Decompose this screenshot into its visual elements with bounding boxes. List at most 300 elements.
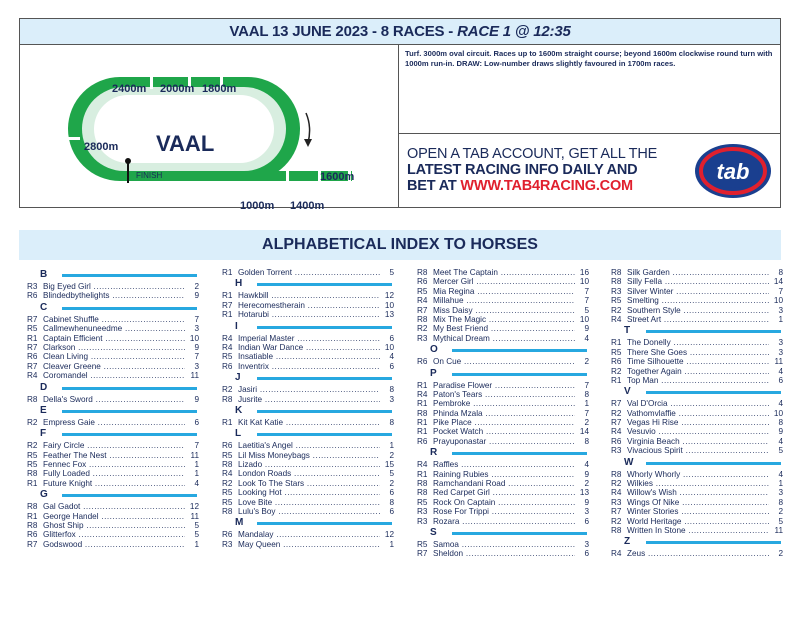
entry-horse-name: Blindedbythelights ..... (43, 291, 193, 300)
entry-horse-name: Winter Stories ..... (627, 507, 777, 516)
entry-horse-number: 12 (380, 291, 394, 300)
horse-entry (27, 521, 203, 530)
entry-horse-number: 12 (380, 530, 394, 539)
section-divider (257, 522, 392, 525)
entry-horse-number: 5 (380, 268, 394, 277)
entry-race: R1 (222, 291, 233, 301)
race-title (20, 19, 780, 45)
horse-entry (611, 306, 787, 315)
horse-entry (611, 367, 787, 376)
ad-line-2: LATEST RACING INFO DAILY AND (407, 162, 638, 178)
entry-horse-number: 3 (575, 540, 589, 549)
horse-entry (611, 268, 787, 277)
entry-race: R3 (611, 497, 622, 507)
entry-race: R8 (417, 408, 428, 418)
index-section (222, 320, 398, 372)
entry-horse-number: 2 (575, 418, 589, 427)
tab-logo (693, 142, 773, 200)
section-header (222, 427, 398, 441)
entry-horse-number: 8 (380, 498, 394, 507)
horse-entry (611, 376, 787, 385)
horse-entry (417, 390, 593, 399)
section-divider (257, 377, 392, 380)
entry-race: R8 (611, 525, 622, 535)
horse-entry (222, 451, 398, 460)
entry-race: R5 (222, 488, 233, 498)
marker-2400: 2400m (112, 83, 147, 95)
entry-race: R3 (611, 286, 622, 296)
entry-horse-number: 1 (575, 399, 589, 408)
entry-horse-number: 4 (575, 334, 589, 343)
entry-horse-name: Wings Of Nike ..... (627, 498, 777, 507)
entry-horse-number: 11 (769, 357, 783, 366)
marker-2800: 2800m (84, 141, 119, 153)
entry-race: R2 (611, 408, 622, 418)
entry-horse-name: Zeus ..... (627, 549, 777, 558)
horse-entry (222, 395, 398, 404)
entry-horse-number: 2 (185, 282, 199, 291)
entry-horse-number: 2 (575, 357, 589, 366)
horse-entry (222, 352, 398, 361)
entry-horse-name: Meet The Captain ..... (433, 268, 583, 277)
index-section (27, 404, 203, 427)
horse-entry (611, 287, 787, 296)
horse-entry (27, 469, 203, 478)
section-letter: P (430, 367, 437, 379)
entry-race: R5 (27, 324, 38, 334)
entry-horse-name: Clean Living ..... (43, 352, 193, 361)
entry-race: R4 (611, 549, 622, 559)
horse-entry (611, 418, 787, 427)
section-letter: S (430, 526, 437, 538)
title-main: VAAL 13 JUNE 2023 - 8 RACES - (229, 23, 458, 40)
horse-entry (417, 287, 593, 296)
entry-horse-number: 9 (185, 343, 199, 352)
ad-line-3-prefix: BET AT (407, 178, 461, 194)
marker-1600: 1600m (320, 171, 355, 183)
race-header (19, 18, 781, 212)
horse-entry (417, 334, 593, 343)
section-letter: L (235, 428, 242, 440)
entry-horse-number: 5 (185, 530, 199, 539)
entry-horse-number: 3 (575, 507, 589, 516)
entry-horse-number: 13 (380, 310, 394, 319)
entry-race: R5 (611, 347, 622, 357)
entry-horse-name: Pike Place ..... (433, 418, 583, 427)
horse-entry (222, 418, 398, 427)
index-column-3 (417, 268, 593, 559)
track-diagram (20, 45, 399, 208)
section-divider (646, 462, 781, 465)
horse-entry (611, 526, 787, 535)
section-divider (257, 326, 392, 329)
entry-horse-number: 2 (575, 479, 589, 488)
entry-race: R4 (222, 469, 233, 479)
finish-label: FINISH (136, 171, 163, 180)
entry-horse-number: 5 (575, 306, 589, 315)
entry-race: R8 (611, 268, 622, 277)
entry-race: R7 (27, 314, 38, 324)
entry-horse-number: 9 (575, 498, 589, 507)
horse-entry (222, 460, 398, 469)
section-divider (257, 410, 392, 413)
entry-horse-number: 11 (769, 526, 783, 535)
horse-entry (611, 315, 787, 324)
entry-horse-number: 5 (769, 517, 783, 526)
entry-race: R4 (222, 342, 233, 352)
entry-horse-number: 1 (380, 441, 394, 450)
entry-horse-name: Miss Daisy ..... (433, 306, 583, 315)
horse-entry (27, 352, 203, 361)
entry-horse-name: Look To The Stars ..... (238, 479, 388, 488)
index-section (417, 367, 593, 447)
entry-horse-name: Raining Rubies ..... (433, 470, 583, 479)
entry-race: R7 (27, 539, 38, 549)
entry-horse-number: 5 (185, 521, 199, 530)
entry-horse-number: 4 (769, 437, 783, 446)
entry-race: R2 (222, 478, 233, 488)
entry-horse-name: Kit Kat Katie ..... (238, 418, 388, 427)
horse-entry (222, 441, 398, 450)
title-race: RACE 1 @ 12:35 (457, 23, 571, 40)
section-header (27, 404, 203, 418)
horse-entry (611, 437, 787, 446)
section-letter: G (40, 489, 48, 501)
tab-advert (399, 133, 781, 208)
entry-race: R8 (27, 469, 38, 479)
section-header (27, 268, 203, 282)
section-letter: W (624, 456, 634, 468)
entry-horse-name: Clarkson ..... (43, 343, 193, 352)
entry-horse-number: 11 (185, 371, 199, 380)
entry-horse-name: Mandalay ..... (238, 530, 388, 539)
entry-horse-name: Sheldon ..... (433, 549, 583, 558)
horse-entry (417, 409, 593, 418)
horse-entry (222, 530, 398, 539)
entry-horse-number: 1 (185, 469, 199, 478)
entry-horse-number: 6 (575, 517, 589, 526)
entry-horse-number: 9 (769, 427, 783, 436)
horse-entry (611, 409, 787, 418)
index-section (27, 427, 203, 488)
entry-horse-number: 6 (769, 376, 783, 385)
horse-entry (417, 460, 593, 469)
entry-horse-name: Golden Torrent ..... (238, 268, 388, 277)
section-header (27, 488, 203, 502)
entry-horse-name: Street Art ..... (627, 315, 777, 324)
section-letter: B (40, 269, 48, 280)
entry-horse-name: Rose For Trippi ..... (433, 507, 583, 516)
entry-race: R7 (611, 418, 622, 428)
entry-horse-name: Silly Fella ..... (627, 277, 777, 286)
entry-horse-name: World Heritage ..... (627, 517, 777, 526)
horse-entry (417, 470, 593, 479)
entry-race: R5 (417, 497, 428, 507)
entry-horse-number: 2 (769, 507, 783, 516)
section-letter: M (235, 517, 244, 529)
entry-horse-name: Whorly Whorly ..... (627, 470, 777, 479)
index-section (27, 488, 203, 549)
horse-entry (611, 338, 787, 347)
horse-entry (222, 540, 398, 549)
entry-horse-number: 8 (575, 390, 589, 399)
horse-entry (611, 357, 787, 366)
section-header (611, 535, 787, 549)
horse-entry (27, 291, 203, 300)
entry-race: R1 (417, 469, 428, 479)
horse-entry (27, 512, 203, 521)
entry-horse-number: 14 (575, 427, 589, 436)
entry-horse-name: There She Goes ..... (627, 348, 777, 357)
entry-horse-name: Callmewhenuneedme ..... (43, 324, 193, 333)
section-divider (257, 283, 392, 286)
index-section (222, 277, 398, 319)
horse-entry (222, 310, 398, 319)
entry-horse-name: Written In Stone ..... (627, 526, 777, 535)
entry-horse-name: Samoa ..... (433, 540, 583, 549)
section-header (222, 404, 398, 418)
horse-entry (417, 437, 593, 446)
entry-horse-name: Lizado ..... (238, 460, 388, 469)
entry-horse-number: 10 (575, 315, 589, 324)
entry-horse-number: 8 (575, 437, 589, 446)
entry-horse-name: The Donelly ..... (627, 338, 777, 347)
index-section (27, 381, 203, 404)
entry-horse-name: Ramchandani Road ..... (433, 479, 583, 488)
section-divider (62, 307, 197, 310)
horse-entry (27, 324, 203, 333)
entry-horse-number: 1 (380, 540, 394, 549)
index-section (611, 535, 787, 558)
horse-entry (222, 301, 398, 310)
index-column-2 (222, 268, 398, 549)
section-divider (257, 433, 392, 436)
section-letter: C (40, 301, 48, 313)
entry-horse-number: 7 (575, 381, 589, 390)
entry-horse-number: 7 (185, 315, 199, 324)
entry-horse-name: Vathomvlaffie ..... (627, 409, 777, 418)
index-section (222, 404, 398, 427)
entry-race: R4 (27, 371, 38, 381)
entry-race: R3 (417, 507, 428, 517)
section-divider (646, 391, 781, 394)
entry-horse-name: May Queen ..... (238, 540, 388, 549)
entry-horse-number: 5 (380, 469, 394, 478)
index-section (222, 371, 398, 404)
entry-horse-number: 6 (380, 488, 394, 497)
horse-entry (611, 446, 787, 455)
entry-horse-name: Godswood ..... (43, 540, 193, 549)
entry-horse-number: 9 (575, 324, 589, 333)
entry-horse-number: 10 (769, 296, 783, 305)
horse-entry (222, 479, 398, 488)
section-divider (646, 541, 781, 544)
entry-horse-name: Vegas Hi Rise ..... (627, 418, 777, 427)
entry-race: R1 (222, 417, 233, 427)
entry-horse-number: 1 (185, 460, 199, 469)
entry-horse-name: Rozara ..... (433, 517, 583, 526)
entry-horse-number: 1 (185, 540, 199, 549)
horse-entry (611, 549, 787, 558)
entry-horse-name: Fairy Circle ..... (43, 441, 193, 450)
section-letter: V (624, 386, 631, 398)
entry-race: R1 (417, 399, 428, 409)
entry-race: R4 (417, 296, 428, 306)
ad-url-link[interactable]: WWW.TAB4RACING.COM (460, 178, 633, 194)
entry-race: R4 (417, 460, 428, 470)
entry-race: R6 (417, 277, 428, 287)
entry-horse-number: 2 (380, 479, 394, 488)
entry-horse-number: 12 (185, 502, 199, 511)
entry-race: R6 (222, 441, 233, 451)
entry-horse-name: Inventrix ..... (238, 362, 388, 371)
entry-horse-name: George Handel ..... (43, 512, 193, 521)
horse-entry (27, 418, 203, 427)
entry-horse-name: Pocket Watch ..... (433, 427, 583, 436)
entry-horse-number: 6 (575, 549, 589, 558)
entry-horse-number: 8 (769, 268, 783, 277)
entry-race: R6 (417, 357, 428, 367)
entry-race: R6 (611, 357, 622, 367)
section-letter: R (430, 447, 438, 459)
entry-race: R8 (417, 479, 428, 489)
horse-entry (222, 469, 398, 478)
entry-race: R8 (27, 394, 38, 404)
entry-race: R8 (27, 502, 38, 512)
entry-horse-name: Hawkbill ..... (238, 291, 388, 300)
entry-horse-number: 7 (575, 287, 589, 296)
entry-race: R4 (611, 427, 622, 437)
entry-race: R5 (222, 497, 233, 507)
track-description: Turf. 3000m oval circuit. Races up to 1600m straight course; beyond 1600m clockwise round turn with 1000m run-in. DRAW: Low-number draws slightly favoured in 1700m races. (405, 49, 773, 68)
section-header (27, 381, 203, 395)
section-divider (452, 532, 587, 535)
horse-entry (27, 540, 203, 549)
entry-horse-number: 3 (769, 338, 783, 347)
section-header (417, 446, 593, 460)
entry-race: R8 (611, 469, 622, 479)
entry-horse-name: Mythical Dream ..... (433, 334, 583, 343)
entry-race: R5 (222, 450, 233, 460)
entry-race: R2 (27, 441, 38, 451)
section-letter: I (235, 320, 238, 332)
entry-horse-name: Willow's Wish ..... (627, 488, 777, 497)
entry-horse-name: Vivacious Spirit ..... (627, 446, 777, 455)
entry-horse-name: Top Man ..... (627, 376, 777, 385)
horse-entry (27, 371, 203, 380)
entry-horse-name: Silk Garden ..... (627, 268, 777, 277)
entry-race: R8 (417, 314, 428, 324)
entry-horse-name: Jusrite ..... (238, 395, 388, 404)
section-header (611, 324, 787, 338)
entry-race: R5 (417, 539, 428, 549)
entry-horse-number: 10 (769, 409, 783, 418)
section-divider (62, 433, 197, 436)
entry-horse-number: 3 (769, 306, 783, 315)
entry-race: R5 (27, 460, 38, 470)
entry-horse-name: Together Again ..... (627, 367, 777, 376)
entry-horse-number: 9 (185, 291, 199, 300)
horse-entry (222, 268, 398, 277)
entry-horse-number: 4 (575, 460, 589, 469)
entry-horse-number: 3 (185, 362, 199, 371)
entry-horse-name: Virginia Beach ..... (627, 437, 777, 446)
horse-entry (27, 460, 203, 469)
entry-horse-number: 4 (185, 479, 199, 488)
section-header (417, 367, 593, 381)
entry-race: R6 (222, 361, 233, 371)
entry-horse-name: Looking Hot ..... (238, 488, 388, 497)
index-section (611, 324, 787, 385)
entry-horse-name: Della's Sword ..... (43, 395, 193, 404)
entry-race: R3 (222, 539, 233, 549)
section-letter: J (235, 372, 241, 384)
horse-entry (611, 348, 787, 357)
horse-entry (611, 498, 787, 507)
entry-race: R7 (417, 549, 428, 559)
entry-race: R1 (611, 375, 622, 385)
section-letter: F (40, 428, 47, 440)
marker-1000: 1000m (240, 200, 275, 212)
entry-horse-name: Mercer Girl ..... (433, 277, 583, 286)
section-letter: Z (624, 536, 631, 548)
section-letter: T (624, 325, 631, 337)
section-divider (452, 349, 587, 352)
entry-horse-number: 3 (769, 488, 783, 497)
entry-horse-name: Coromandel ..... (43, 371, 193, 380)
entry-horse-name: Herecomestherain ..... (238, 301, 388, 310)
entry-race: R4 (222, 333, 233, 343)
entry-race: R7 (27, 361, 38, 371)
entry-horse-number: 6 (380, 507, 394, 516)
entry-race: R7 (27, 342, 38, 352)
section-header (222, 516, 398, 530)
entry-horse-number: 10 (380, 301, 394, 310)
section-letter: K (235, 404, 243, 416)
section-letter: O (430, 344, 438, 356)
horse-entry (611, 277, 787, 286)
entry-horse-name: Southern Style ..... (627, 306, 777, 315)
entry-horse-number: 6 (185, 418, 199, 427)
entry-horse-name: London Roads ..... (238, 469, 388, 478)
entry-horse-number: 10 (185, 334, 199, 343)
entry-race: R1 (27, 478, 38, 488)
index-section (417, 526, 593, 559)
ad-line-3 (407, 178, 633, 194)
entry-race: R4 (611, 314, 622, 324)
entry-race: R2 (222, 385, 233, 395)
entry-horse-number: 7 (575, 296, 589, 305)
entry-race: R7 (417, 305, 428, 315)
index-section (417, 343, 593, 366)
index-section (222, 268, 398, 277)
entry-horse-name: Cabinet Shuffle ..... (43, 315, 193, 324)
entry-horse-number: 2 (380, 451, 394, 460)
entry-horse-name: Ghost Ship ..... (43, 521, 193, 530)
entry-horse-number: 11 (185, 451, 199, 460)
horse-entry (27, 343, 203, 352)
index-section (611, 385, 787, 455)
entry-race: R5 (417, 286, 428, 296)
entry-horse-name: Fully Loaded ..... (43, 469, 193, 478)
horse-entry (611, 470, 787, 479)
index-column-1 (27, 268, 203, 549)
entry-horse-name: Time Silhouette ..... (627, 357, 777, 366)
entry-horse-number: 4 (769, 470, 783, 479)
entry-horse-name: Silver Winter ..... (627, 287, 777, 296)
horse-entry (417, 540, 593, 549)
entry-horse-number: 13 (575, 488, 589, 497)
